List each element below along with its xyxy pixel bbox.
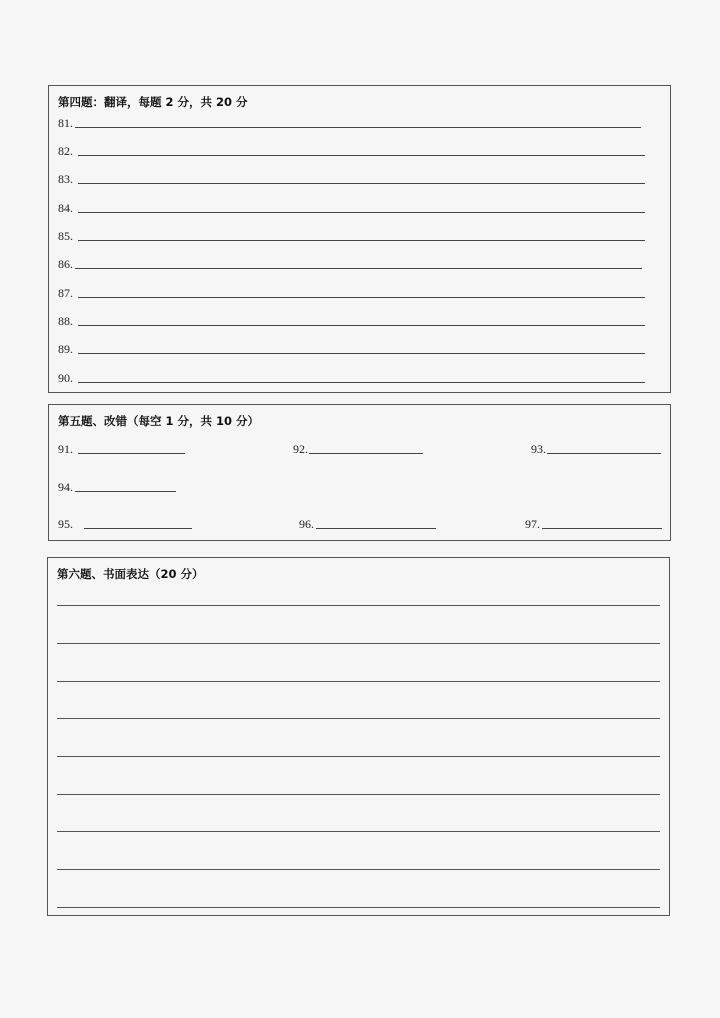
correction-blank xyxy=(299,517,439,531)
item-number-label: 94. xyxy=(58,480,73,494)
answer-line[interactable] xyxy=(78,183,645,184)
answer-line[interactable] xyxy=(75,127,641,128)
correction-blank xyxy=(525,517,665,531)
writing-line[interactable] xyxy=(57,681,660,682)
answer-line[interactable] xyxy=(78,297,645,298)
item-number-label: 84. xyxy=(58,201,73,215)
translation-row xyxy=(58,144,648,158)
answer-line[interactable] xyxy=(309,453,423,454)
writing-line[interactable] xyxy=(57,605,660,606)
correction-blank xyxy=(58,442,188,456)
writing-line[interactable] xyxy=(57,869,660,870)
section-translation xyxy=(48,85,671,393)
answer-line[interactable] xyxy=(78,155,645,156)
answer-line[interactable] xyxy=(84,528,192,529)
answer-line[interactable] xyxy=(75,268,642,269)
translation-row xyxy=(58,172,648,186)
item-number-label: 93. xyxy=(531,442,546,456)
item-number-label: 82. xyxy=(58,144,73,158)
item-number-label: 97. xyxy=(525,517,540,531)
answer-line[interactable] xyxy=(542,528,662,529)
item-number-label: 88. xyxy=(58,314,73,328)
writing-line[interactable] xyxy=(57,718,660,719)
translation-row xyxy=(58,229,648,243)
answer-line[interactable] xyxy=(547,453,661,454)
section-writing xyxy=(47,557,670,916)
correction-blank xyxy=(293,442,428,456)
correction-blank xyxy=(58,480,188,494)
translation-row xyxy=(58,342,648,356)
translation-row xyxy=(58,116,648,130)
answer-line[interactable] xyxy=(75,491,176,492)
translation-row xyxy=(58,257,648,271)
writing-line[interactable] xyxy=(57,794,660,795)
item-number-label: 90. xyxy=(58,371,73,385)
item-number-label: 87. xyxy=(58,286,73,300)
translation-row xyxy=(58,314,648,328)
answer-line[interactable] xyxy=(78,240,645,241)
item-number-label: 83. xyxy=(58,172,73,186)
answer-line[interactable] xyxy=(78,382,645,383)
answer-line[interactable] xyxy=(78,212,645,213)
item-number-label: 92. xyxy=(293,442,308,456)
item-number-label: 81. xyxy=(58,116,73,130)
writing-line[interactable] xyxy=(57,756,660,757)
section-error-correction-title: 第五题、改错（每空 1 分，共 10 分） xyxy=(58,414,260,428)
item-number-label: 86. xyxy=(58,257,73,271)
translation-row xyxy=(58,371,648,385)
answer-line[interactable] xyxy=(78,453,185,454)
item-number-label: 91. xyxy=(58,442,73,456)
section-error-correction xyxy=(48,404,671,541)
item-number-label: 95. xyxy=(58,517,73,531)
answer-line[interactable] xyxy=(316,528,436,529)
item-number-label: 96. xyxy=(299,517,314,531)
translation-row xyxy=(58,286,648,300)
answer-line[interactable] xyxy=(78,353,645,354)
correction-blank xyxy=(531,442,666,456)
writing-line[interactable] xyxy=(57,831,660,832)
correction-blank xyxy=(58,517,198,531)
writing-line[interactable] xyxy=(57,643,660,644)
writing-line[interactable] xyxy=(57,907,660,908)
answer-line[interactable] xyxy=(78,325,645,326)
section-translation-title: 第四题：翻译，每题 2 分，共 20 分 xyxy=(58,95,248,109)
section-writing-title: 第六题、书面表达（20 分） xyxy=(57,567,204,581)
translation-row xyxy=(58,201,648,215)
item-number-label: 85. xyxy=(58,229,73,243)
item-number-label: 89. xyxy=(58,342,73,356)
